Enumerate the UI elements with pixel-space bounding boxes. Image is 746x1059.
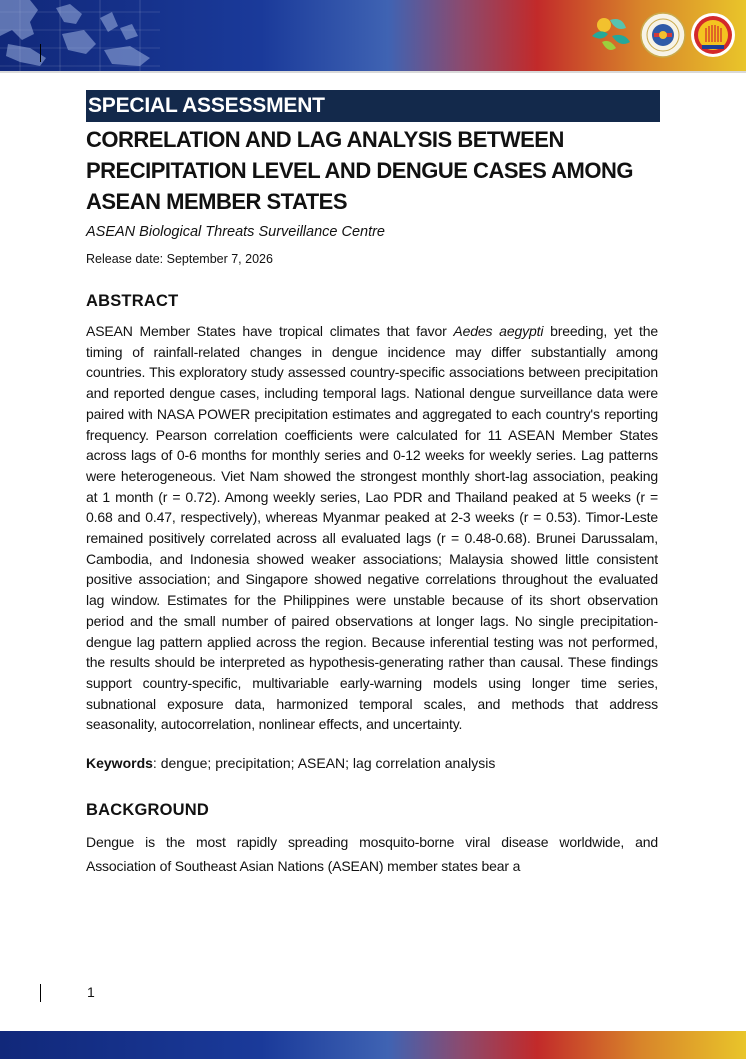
keywords-value: : dengue; precipitation; ASEAN; lag correlation analysis: [152, 755, 496, 772]
abstract-text: [86, 321, 658, 735]
keywords-label: Keywords: [86, 755, 153, 772]
abstract-heading: ABSTRACT: [86, 292, 179, 310]
asean-health-logo: [588, 12, 634, 58]
keywords-line: [86, 755, 658, 771]
footer-banner: [0, 1031, 746, 1059]
author-organization: ASEAN Biological Threats Surveillance Centre: [86, 224, 385, 240]
special-assessment-badge: SPECIAL ASSESSMENT: [86, 90, 660, 122]
abstract-text-start: ASEAN Member States have tropical climates that favor: [86, 323, 454, 339]
margin-line-marker-bottom: [40, 984, 41, 1002]
asean-emblem: [690, 12, 736, 58]
asean-biodiaspora-seal: [640, 12, 686, 58]
abstract-text-rest: breeding, yet the timing of rainfall-related changes in dengue incidence may differ substantially among countries. This exploratory study assessed country-specific associations between precipitation and reported dengue cases, including temporal lags. National dengue surveillance data were paired with NASA POWER precipitation estimates and aggregated to each country's reporting frequency. Pearson correlation coefficients were calculated for 11 ASEAN Member States across lags of 0-6 months for monthly series and 0-12 weeks for weekly series. Lag patterns were heterogeneous. Viet Nam showed the strongest monthly short-lag association, peaking at 1 month (r = 0.72). Among weekly series, Lao PDR and Thailand peaked at 5 weeks (r = 0.68 and 0.47, respectively), whereas Myanmar peaked at 2-3 weeks (r = 0.53). Timor-Leste remained positively correlated across all evaluated lags (r = 0.48-0.68). Brunei Darussalam, Cambodia, and Indonesia showed weaker associations; Malaysia showed little consistent positive association; and Singapore showed negative correlations throughout the evaluated lag window. Estimates for the Philippines were unstable because of its short observation period and the small number of paired observations at longer lags. No single precipitation-dengue lag pattern applied across the region. Because inferential testing was not performed, the results should be interpreted as hypothesis-generating rather than causal. These findings support country-specific, multivariable early-warning models using longer time series, subnational exposure data, harmonized temporal scales, and methods that address seasonality, autocorrelation, nonlinear effects, and uncertainty.: [86, 323, 658, 733]
background-text: Dengue is the most rapidly spreading mosquito-borne viral disease worldwide, and Association of Southeast Asian Nations (ASEAN) member states bear a: [86, 834, 658, 875]
margin-line-marker: [40, 44, 41, 62]
release-date: Release date: September 7, 2026: [86, 252, 273, 266]
background-heading: BACKGROUND: [86, 801, 209, 820]
header-divider: [0, 71, 746, 73]
main-content: [86, 90, 658, 878]
header-banner: [0, 0, 746, 71]
southeast-asia-map-graphic: [0, 0, 160, 71]
page-number: 1: [87, 984, 95, 1000]
species-name: Aedes aegypti: [453, 323, 544, 339]
document-title: CORRELATION AND LAG ANALYSIS BETWEEN PRECIPITATION LEVEL AND DENGUE CASES AMONG ASEAN MEMBER STATES: [86, 127, 633, 214]
